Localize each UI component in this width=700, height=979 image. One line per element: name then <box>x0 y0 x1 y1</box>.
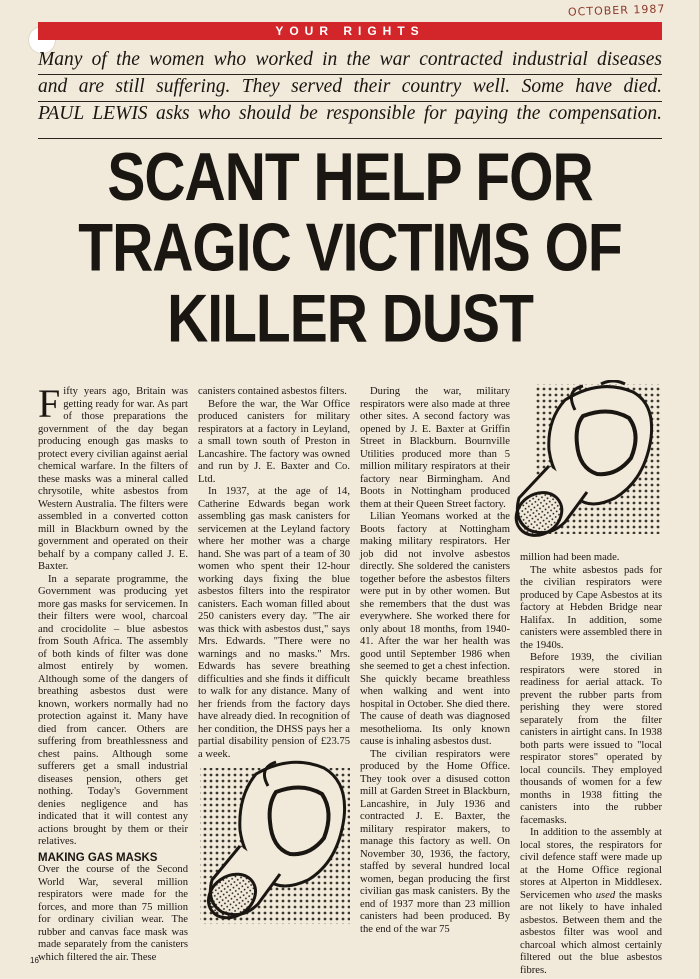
subheading: MAKING GAS MASKS <box>38 851 158 864</box>
paragraph: Lilian Yeomans worked at the Boots factory at Nottingham making military respirators. Her job did not involve asbestos directly. She soldered the canisters together before the asbestos filters were put in by other women. But she remembers that the dust was everywhere. She worked there for only about 18 months, from 1940-41. After the war her health was good until September 1986 when she seemed to get a chest infection. She quickly became breathless when walking and went into hospital in October. She died there. The cause of death was diagnosed mesothelioma. Its only known cause is inhaling asbestos dust. <box>360 511 510 747</box>
article-column-4 <box>520 552 662 977</box>
standfirst-line: Many of the women who worked in the war contracted industrial diseases <box>38 49 662 70</box>
paragraph: During the war, military respirators were also made at three other sites. A second factory was opened by J. E. Baxter at Griffin Street in Blackburn. Bournville Utilities produced more than 5 million military respirators at their factory near Birmingham. And Boots in Nottingham produced them at their Queen Street factory. <box>360 386 510 510</box>
paragraph: Before the war, the War Office produced canisters for military respirators at a factory in Leyland, a small town south of Preston in Lancashire. The factory was owned and run by J. E. Baxter and Co. Ltd. <box>198 398 350 485</box>
paragraph: Over the course of the Second World War, several million respirators were made for the forces, and more than 75 million for ordinary civilian wear. The rubber and canvas face mask was made separately from the canisters which filtered the air. These <box>38 864 188 963</box>
paragraph: In addition to the assembly at local stores, the respirators for civil defence staff were made up at the Home Office regional stores at Alperton in Middlesex. Servicemen who used the masks are not likely to have inhaled asbestos. Between them and the asbestos filter was wool and charcoal which almost certainly filtered out the blue asbestos fibres. <box>520 827 662 976</box>
paragraph: In 1937, at the age of 14, Catherine Edwards began work assembling gas mask canisters for servicemen at the Leyland factory where her mother was a charge hand. She was part of a team of 30 women who spent their 12-hour working days fixing the blue asbestos filters into the respirator canisters. Each woman filled about 250 canisters every day. "The air was thick with asbestos dust," says Mrs. Edwards. "There were no warnings and no masks." Mrs. Edwards has severe breathing difficulties and she finds it difficult to walk for any distance. Many of her friends from the factory days have already died. In recognition of her condition, the DHSS pays her a partial disability pension of £23.75 a week. <box>198 486 350 760</box>
drop-cap: F <box>38 381 61 426</box>
headline <box>36 139 664 357</box>
section-title: YOUR RIGHTS <box>275 24 425 38</box>
handwritten-date-note: OCTOBER 1987 <box>567 2 666 19</box>
gas-mask-illustration <box>196 760 356 928</box>
page-number: 16 <box>30 956 39 965</box>
standfirst <box>38 46 662 127</box>
paragraph: The white asbestos pads for the civilian respirators were produced by Cape Asbestos at its factory at Hebden Bridge near Halifax. In addition, some canisters were assembled there in the 1940s. <box>520 564 662 651</box>
gas-mask-illustration <box>505 380 665 548</box>
headline-line: KILLER DUST <box>167 281 533 357</box>
article-column-3 <box>360 386 510 934</box>
paragraph: Fifty years ago, Britain was getting ready for war. As part of those preparations the government of the day began producing enough gas masks to protect every civilian against aerial chemical warfare. In the filters of these masks was a mineral called chrysotile, white asbestos from Western Australia. The filters were assembled in a converted cotton mill in Blackburn owned by the government and operated on their behalf by a company called J. E. Baxter. <box>38 381 188 572</box>
article-column-1 <box>38 381 188 964</box>
section-banner <box>38 22 662 40</box>
paragraph: Before 1939, the civilian respirators were stored in readiness for aerial attack. To prevent the rubber parts from perishing they were stored separately from the filter canisters in airtight cans. In 1938 both parts were issued to "local respirator stores" operated by local councils. They employed thousands of women for a few months in 1938 fitting the canisters into the rubber facemasks. <box>520 652 662 826</box>
standfirst-line: PAUL LEWIS asks who should be responsible for paying the compensation. <box>38 103 662 124</box>
paragraph: million had been made. <box>520 552 620 563</box>
paragraph: canisters contained asbestos filters. <box>198 386 347 397</box>
divider-rule <box>38 101 662 102</box>
divider-rule <box>38 74 662 75</box>
headline-line: TRAGIC VICTIMS OF <box>78 210 622 286</box>
headline-line: SCANT HELP FOR <box>107 139 593 216</box>
standfirst-line: and are still suffering. They served their country well. Some have died. <box>38 76 662 97</box>
paragraph: The civilian respirators were produced by the Home Office. They took over a disused cotton mill at Garden Street in Blackburn, Lancashire, in July 1936 and contracted J. E. Baxter, the military respirator makers, to manage this factory as well. On November 30, 1936, the factory, staffed by several hundred local women, began producing the first civilian gas mask canisters. By the end of 1937 more than 23 million canisters had been produced. By the end of the war 75 <box>360 748 510 935</box>
paragraph: In a separate programme, the Government was producing yet more gas masks for servicemen. In their filters were wool, charcoal and crocidolite – blue asbestos from South Africa. The assembly of both kinds of filter was done almost entirely by women. Although some of the dangers of breathing asbestos dust were known, workers normally had no protection against it. Many have died from cancer. Others are suffering from breathlessness and chest pains. Although some sufferers get a small industrial diseases pension, others get nothing. Today's Government denies negligence and has indicated that it will contest any actions brought by them or their relatives. <box>38 573 188 847</box>
article-column-2 <box>198 386 350 776</box>
